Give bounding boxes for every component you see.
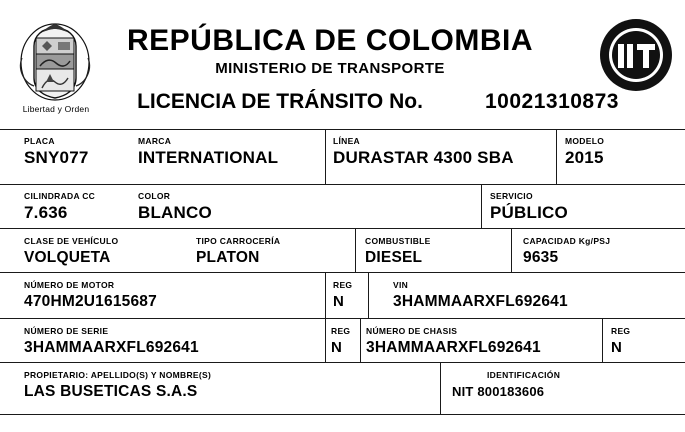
field-propietario-value: LAS BUSETICAS S.A.S xyxy=(24,383,198,400)
field-cilindrada xyxy=(24,191,95,222)
divider-header xyxy=(0,129,685,130)
field-identificacion xyxy=(452,370,561,401)
ministry-subtitle: MINISTERIO DE TRANSPORTE xyxy=(215,60,445,77)
field-propietario-label: PROPIETARIO: APELLIDO(S) Y NOMBRE(S) xyxy=(24,370,212,380)
document-header xyxy=(0,0,685,128)
divider-vertical-combustible xyxy=(355,228,356,272)
field-cilindrada-value: 7.636 xyxy=(24,203,68,222)
field-cilindrada-label: CILINDRADA CC xyxy=(24,191,96,201)
colombia-coat-of-arms-icon xyxy=(12,22,98,102)
field-color-label: COLOR xyxy=(138,191,171,201)
field-modelo xyxy=(565,136,604,167)
field-identificacion-label: IDENTIFICACIÓN xyxy=(487,370,561,380)
field-reg-serie xyxy=(331,326,350,357)
field-combustible-value: DIESEL xyxy=(365,249,423,266)
divider-vertical-servicio xyxy=(481,184,482,228)
field-numero-serie xyxy=(24,326,199,357)
divider-footer xyxy=(0,414,685,415)
divider-vertical-capacidad xyxy=(511,228,512,272)
field-numero-chasis-value: 3HAMMAARXFL692641 xyxy=(366,339,541,356)
field-capacidad-value: 9635 xyxy=(523,249,559,266)
field-numero-motor-value: 470HM2U1615687 xyxy=(24,293,157,310)
field-reg-chasis-label: REG xyxy=(611,326,631,336)
field-modelo-value: 2015 xyxy=(565,148,604,167)
divider-vertical-reg-chasis xyxy=(602,318,603,362)
field-marca-value: INTERNATIONAL xyxy=(138,148,279,167)
field-numero-motor xyxy=(24,280,157,311)
divider-vertical-vin xyxy=(368,272,369,318)
field-clase-vehiculo-value: VOLQUETA xyxy=(24,249,111,266)
field-capacidad-label: CAPACIDAD Kg/PSJ xyxy=(523,236,611,246)
divider-vertical-linea xyxy=(325,129,326,184)
field-linea-value: DURASTAR 4300 SBA xyxy=(333,148,514,167)
field-linea xyxy=(333,136,514,167)
field-servicio xyxy=(490,191,568,222)
coat-motto: Libertad y Orden xyxy=(22,104,90,114)
field-color xyxy=(138,191,212,222)
field-clase-vehiculo-label: CLASE DE VEHÍCULO xyxy=(24,236,119,246)
field-reg-serie-label: REG xyxy=(331,326,351,336)
field-numero-motor-label: NÚMERO DE MOTOR xyxy=(24,280,115,290)
document-number: 10021310873 xyxy=(485,90,619,113)
field-servicio-value: PÚBLICO xyxy=(490,203,568,222)
divider-row1 xyxy=(0,184,685,185)
field-marca-label: MARCA xyxy=(138,136,172,146)
field-tipo-carroceria-label: TIPO CARROCERÍA xyxy=(196,236,281,246)
divider-vertical-reg-serie xyxy=(325,318,326,362)
field-vin xyxy=(393,280,568,311)
field-servicio-label: SERVICIO xyxy=(490,191,533,201)
field-propietario xyxy=(24,370,211,401)
field-tipo-carroceria-value: PLATON xyxy=(196,249,260,266)
divider-row5 xyxy=(0,362,685,363)
field-reg-motor xyxy=(333,280,352,311)
field-combustible xyxy=(365,236,431,267)
field-reg-motor-value: N xyxy=(333,293,345,310)
divider-vertical-reg-motor xyxy=(325,272,326,318)
divider-row3 xyxy=(0,272,685,273)
field-reg-motor-label: REG xyxy=(333,280,353,290)
divider-row2 xyxy=(0,228,685,229)
page-title: REPÚBLICA DE COLOMBIA xyxy=(126,24,534,57)
field-vin-value: 3HAMMAARXFL692641 xyxy=(393,293,568,310)
field-reg-chasis xyxy=(611,326,630,357)
field-numero-serie-label: NÚMERO DE SERIE xyxy=(24,326,109,336)
field-linea-label: LÍNEA xyxy=(333,136,360,146)
document-type-title: LICENCIA DE TRÁNSITO No. xyxy=(137,90,423,113)
field-numero-chasis xyxy=(366,326,541,357)
field-marca xyxy=(138,136,278,167)
field-clase-vehiculo xyxy=(24,236,118,267)
field-placa-label: PLACA xyxy=(24,136,55,146)
field-vin-label: VIN xyxy=(393,280,409,290)
divider-vertical-identificacion xyxy=(440,362,441,414)
field-numero-chasis-label: NÚMERO DE CHASIS xyxy=(366,326,458,336)
field-reg-serie-value: N xyxy=(331,339,343,356)
field-numero-serie-value: 3HAMMAARXFL692641 xyxy=(24,339,199,356)
field-placa-value: SNY077 xyxy=(24,148,89,167)
divider-vertical-modelo xyxy=(556,129,557,184)
field-modelo-label: MODELO xyxy=(565,136,605,146)
field-reg-chasis-value: N xyxy=(611,339,623,356)
field-tipo-carroceria xyxy=(196,236,280,267)
field-identificacion-value: NIT 800183606 xyxy=(452,384,545,399)
ministry-logo-icon xyxy=(599,18,673,92)
field-combustible-label: COMBUSTIBLE xyxy=(365,236,431,246)
field-capacidad xyxy=(523,236,610,267)
field-color-value: BLANCO xyxy=(138,203,212,222)
divider-row4 xyxy=(0,318,685,319)
divider-vertical-chasis xyxy=(360,318,361,362)
field-placa xyxy=(24,136,89,167)
